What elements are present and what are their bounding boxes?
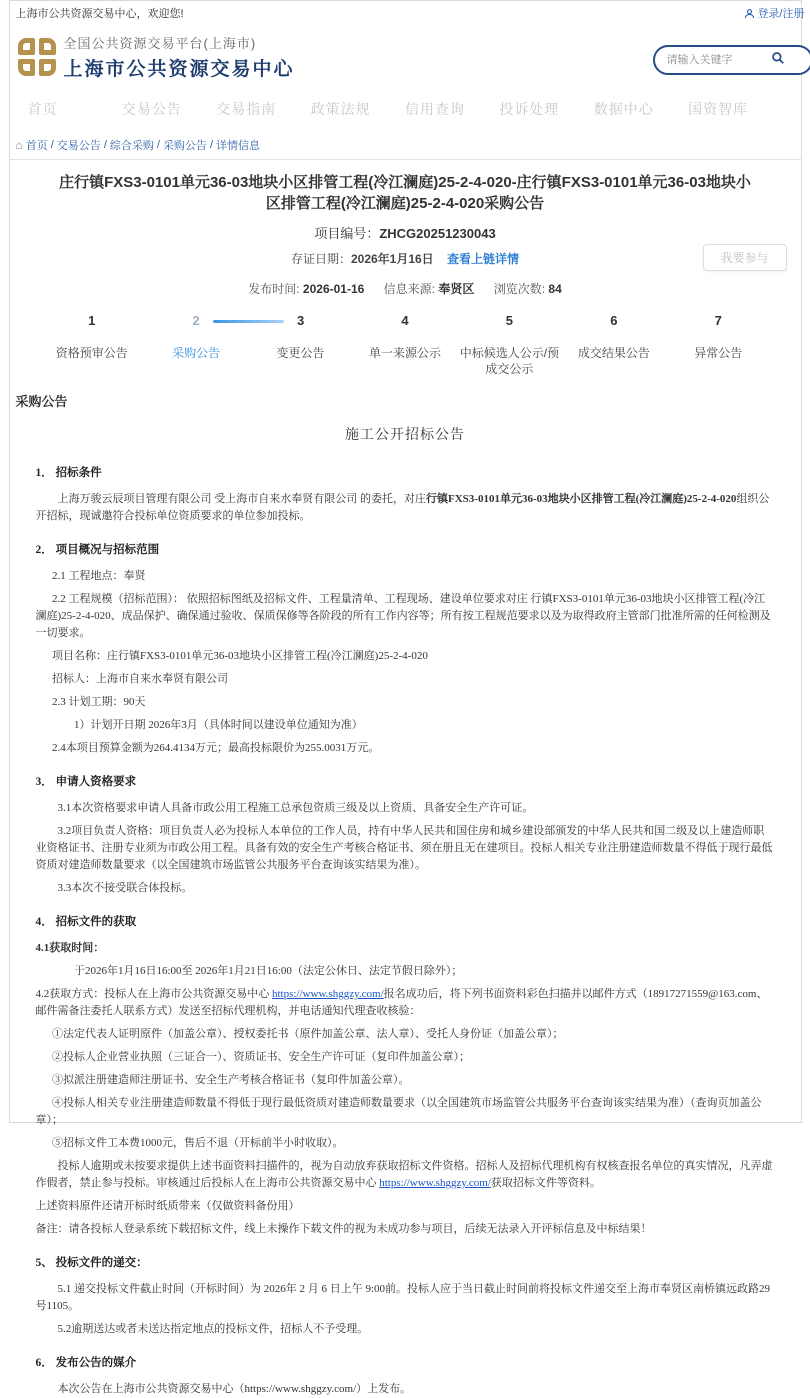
- page-title: 庄行镇FXS3-0101单元36-03地块小区排管工程(冷江澜庭)25-2-4-020-庄行镇FXS3-0101单元36-03地块小区排管工程(冷江澜庭)25-2-4-020采购公告: [28, 172, 783, 214]
- step-connector-line: [213, 320, 283, 323]
- shggzy-link[interactable]: https://www.shggzy.com/: [379, 1177, 491, 1189]
- search-input[interactable]: [667, 54, 771, 66]
- step-single-source: [353, 313, 457, 377]
- breadcrumb-sep: /: [51, 139, 54, 151]
- step-number: 3: [248, 313, 352, 328]
- login-register-label: 登录/注册: [757, 5, 804, 21]
- section-4-item-1: ①法定代表人证明原件（加盖公章）、授权委托书（原件加盖公章、法人章）、受托人身份证（加盖公章）；: [36, 1026, 775, 1043]
- cert-date-line: [28, 250, 783, 267]
- site-header: [10, 23, 801, 93]
- login-register-link[interactable]: [744, 5, 804, 21]
- publish-label: 发布时间:: [248, 282, 299, 296]
- breadcrumb-sep: /: [210, 139, 213, 151]
- platform-name: 全国公共资源交易平台(上海市): [64, 33, 295, 52]
- publish-meta-line: [28, 280, 783, 297]
- section-3-line-3: 3.3本次不接受联合体投标。: [36, 880, 775, 897]
- participate-button[interactable]: 我要参与: [703, 244, 787, 271]
- section-4-sub-time-label: 4.1获取时间：: [36, 940, 775, 957]
- breadcrumb: [10, 129, 801, 160]
- breadcrumb-trade-notices[interactable]: 交易公告: [57, 137, 101, 153]
- step-number: 7: [666, 313, 770, 328]
- section-5-line-2: 5.2逾期送达或者未送达指定地点的投标文件，招标人不予受理。: [36, 1321, 775, 1338]
- section-5-line-1: 5.1 递交投标文件截止时间（开标时间）为 2026年 2 月 6 日上午 9:00前。投标人应于当日截止时间前将投标文件递交至上海市奉贤区南桥镇远政路29号1105。: [36, 1281, 775, 1315]
- nav-item-data-center[interactable]: 数据中心: [594, 99, 688, 119]
- section-2-line-location: 2.1 工程地点：奉贤: [36, 568, 775, 585]
- section-4-item-5: ⑤招标文件工本费1000元，售后不退（开标前半小时收取）。: [36, 1135, 775, 1152]
- project-number-label: 项目编号：: [314, 226, 379, 241]
- nav-item-trade-guide[interactable]: 交易指南: [216, 99, 310, 119]
- breadcrumb-detail: 详情信息: [216, 137, 260, 153]
- step-label[interactable]: 资格预审公告: [40, 345, 144, 361]
- section-2-heading: 2． 项目概况与招标范围: [36, 542, 775, 559]
- step-number: 1: [40, 313, 144, 328]
- welcome-text: 上海市公共资源交易中心，欢迎您!: [16, 5, 184, 21]
- step-label[interactable]: 变更公告: [248, 345, 352, 361]
- nav-item-policies[interactable]: 政策法规: [311, 99, 405, 119]
- search-icon[interactable]: [771, 51, 785, 70]
- views-count: 84: [548, 282, 561, 296]
- progress-steps: [40, 313, 771, 377]
- nav-item-complaints[interactable]: 投诉处理: [499, 99, 593, 119]
- step-label[interactable]: 采购公告: [144, 345, 248, 361]
- search-box: [653, 45, 810, 75]
- source-value: 奉贤区: [438, 282, 474, 296]
- source-label: 信息来源:: [384, 282, 435, 296]
- section-4-item-3: ③拟派注册建造师注册证书、安全生产考核合格证书（复印件加盖公章）。: [36, 1072, 775, 1089]
- breadcrumb-sep: /: [157, 139, 160, 151]
- section-3-line-1: 3.1本次资格要求申请人具备市政公用工程施工总承包资质三级及以上资质、具备安全生产许可证。: [36, 800, 775, 817]
- logo-text: [64, 33, 295, 81]
- step-label[interactable]: 异常公告: [666, 345, 770, 361]
- section-4-remark: 备注：请各投标人登录系统下载招标文件，线上未操作下载文件的视为未成功参与项目，后续无法录入开评标信息及中标结果！: [36, 1221, 775, 1238]
- top-bar: [10, 1, 801, 23]
- section-6-heading: 6． 发布公告的媒介: [36, 1355, 775, 1372]
- view-chain-details-link[interactable]: 查看上链详情: [447, 252, 519, 266]
- notice-title: 施工公开招标公告: [10, 424, 801, 444]
- breadcrumb-home[interactable]: 首页: [26, 137, 48, 153]
- section-3-heading: 3． 申请人资格要求: [36, 774, 775, 791]
- step-result-notice: [562, 313, 666, 377]
- section-4-heading: 4． 招标文件的获取: [36, 914, 775, 931]
- step-number: 6: [562, 313, 666, 328]
- section-3-line-2: 3.2项目负责人资格：项目负责人必为投标人本单位的工作人员，持有中华人民共和国住房和城乡建设部颁发的中华人民共和国二级及以上建造师职业资格证书、注册专业须为市政公用工程。具备有效的安全生产考核合格证书、须在册且无在建项目。投标人相关专业注册建造师数量不得低于现行最低资质对建造师数量要求（以全国建筑市场监管公共服务平台查询该实结果为准）。: [36, 823, 775, 874]
- step-winner-publicity: [457, 313, 561, 377]
- step-label[interactable]: 中标候选人公示/预成交公示: [457, 345, 561, 377]
- step-number: 4: [353, 313, 457, 328]
- step-number: 5: [457, 313, 561, 328]
- section-6-paragraph: 本次公告在上海市公共资源交易中心（https://www.shggzy.com/）上发布。: [36, 1381, 775, 1398]
- project-number-value: ZHCG20251230043: [379, 226, 495, 241]
- nav-item-credit-query[interactable]: 信用查询: [405, 99, 499, 119]
- step-label[interactable]: 单一来源公示: [353, 345, 457, 361]
- page: [9, 0, 802, 1123]
- section-2-line-start-date: 1）计划开日期 2026年3月（具体时间以建设单位通知为准）: [36, 717, 775, 734]
- project-number-line: [28, 223, 783, 242]
- home-icon: ⌂: [16, 139, 23, 151]
- section-4-item-4: ④投标人相关专业注册建造师数量不得低于现行最低资质对建造师数量要求（以全国建筑市场监管公共服务平台查询该实结果为准）（查询页加盖公章）；: [36, 1095, 775, 1129]
- section-4-time-window: 于2026年1月16日16:00至 2026年1月21日16:00（法定公休日、法定节假日除外）；: [36, 963, 775, 980]
- logo-icon: [18, 38, 56, 76]
- shggzy-link[interactable]: https://www.shggzy.com/: [272, 988, 384, 1000]
- step-abnormal-notice: [666, 313, 770, 377]
- breadcrumb-procurement-notice[interactable]: 采购公告: [163, 137, 207, 153]
- tab-procurement-notice: 采购公告: [16, 391, 801, 410]
- site-name: 上海市公共资源交易中心: [64, 54, 295, 81]
- step-label[interactable]: 成交结果公告: [562, 345, 666, 361]
- section-4-method-paragraph: 4.2获取方式：投标人在上海市公共资源交易中心 https://www.shggzy.com/报名成功后，将下列书面资料彩色扫描并以邮件方式（18917271559@163.com、邮件需备注委托人联系方式）发送至招标代理机构，并电话通知代理查收核验：: [36, 986, 775, 1020]
- section-2-line-tenderee: 招标人：上海市自来水奉贤有限公司: [36, 671, 775, 688]
- section-2-line-scope: 2.2 工程规模（招标范围）： 依照招标图纸及招标文件、工程量清单、工程现场、建设单位要求对庄 行镇FXS3-0101单元36-03地块小区排管工程(冷江澜庭)25-2-4-020、成品保护、确保通过验收、保质保修等各阶段的所有工作内容等；所有按工程规范要求以及为取得政府主管部门批准所需的任何检测及一切要求。: [36, 591, 775, 642]
- section-4-overdue-paragraph: 投标人逾期或未按要求提供上述书面资料扫描件的，视为自动放弃获取招标文件资格。招标人及招标代理机构有权核查报名单位的真实情况，凡弄虚作假者，禁止参与投标。审核通过后投标人在上海市公共资源交易中心 https://www.shggzy.com/获取招标文件等资料。: [36, 1158, 775, 1192]
- nav-item-home[interactable]: 首页: [28, 99, 122, 119]
- nav-item-soe-wisdom[interactable]: 国资智库: [688, 99, 782, 119]
- section-1-paragraph: 上海万骏云辰项目管理有限公司 受上海市自来水奉贤有限公司 的委托，对庄行镇FXS3-0101单元36-03地块小区排管工程(冷江澜庭)25-2-4-020组织公开招标，现诚邀符合投标单位资质要求的单位参加投标。: [36, 491, 775, 525]
- views-label: 浏览次数:: [494, 282, 545, 296]
- step-number: 2: [144, 313, 248, 328]
- section-4-originals-note: 上述资料原件还请开标时纸质带来（仅做资料备份用）: [36, 1198, 775, 1215]
- step-prequalification-notice: [40, 313, 144, 377]
- person-icon: [744, 8, 755, 19]
- breadcrumb-sep: /: [104, 139, 107, 151]
- section-4-item-2: ②投标人企业营业执照（三证合一）、资质证书、安全生产许可证（复印件加盖公章）；: [36, 1049, 775, 1066]
- article-head: [10, 160, 801, 297]
- section-5-heading: 5、 投标文件的递交：: [36, 1255, 775, 1272]
- breadcrumb-comprehensive-procurement[interactable]: 综合采购: [110, 137, 154, 153]
- cert-date-label: 存证日期：: [291, 252, 351, 266]
- main-nav: [10, 93, 801, 129]
- section-2-line-duration: 2.3 计划工期：90天: [36, 694, 775, 711]
- article-body: [10, 444, 801, 1398]
- section-2-line-budget: 2.4本项目预算金额为264.4134万元；最高投标限价为255.0031万元。: [36, 740, 775, 757]
- publish-date: 2026-01-16: [303, 282, 364, 296]
- section-1-heading: 1． 招标条件: [36, 465, 775, 482]
- nav-item-trade-notices[interactable]: 交易公告: [122, 99, 216, 119]
- cert-date-value: 2026年1月16日: [351, 252, 434, 266]
- section-2-line-project-name: 项目名称：庄行镇FXS3-0101单元36-03地块小区排管工程(冷江澜庭)25-2-4-020: [36, 648, 775, 665]
